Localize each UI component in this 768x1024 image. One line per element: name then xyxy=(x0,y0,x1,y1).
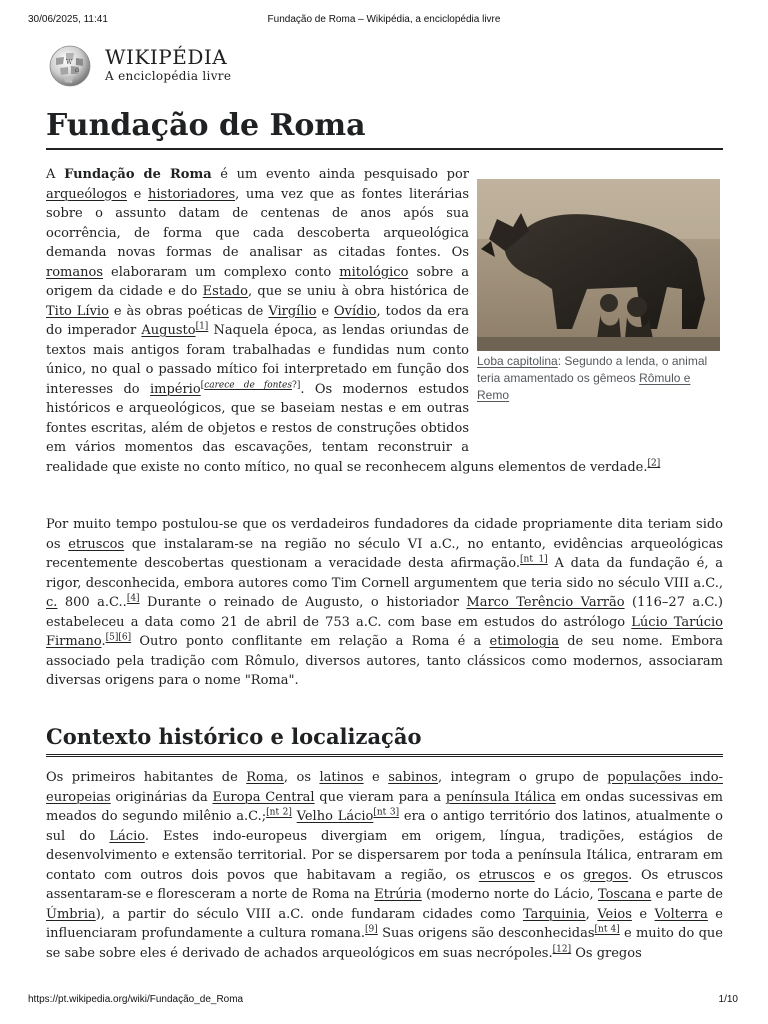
link-europa-central[interactable]: Europa Central xyxy=(212,789,315,805)
text: ), a partir do século VIII a.C. onde fundaram cidades como xyxy=(95,906,523,922)
link-imperio[interactable]: império xyxy=(149,381,201,397)
figure-loba-capitolina xyxy=(477,179,720,404)
link-tarquinia[interactable]: Tarquinia xyxy=(522,906,586,922)
bold-term: Fundação de Roma xyxy=(64,167,212,182)
link-historiadores[interactable]: historiadores xyxy=(148,186,236,202)
text: originárias da xyxy=(110,789,213,805)
link-toscana[interactable]: Toscana xyxy=(597,887,652,902)
site-wordmark[interactable] xyxy=(105,46,231,84)
text: e muito do que se sabe sobre eles é derivado de achados arqueológicos em suas necrópoles. xyxy=(46,926,723,961)
text: , uma vez que as fontes literárias sobre o assunto datam de centenas de anos após sua ocorrência, de forma que cada descoberta arqueológica demanda novas formas de analisar as citadas fontes. Os xyxy=(46,186,469,260)
link-lucio-tarucio[interactable]: Lúcio Tarúcio Firmano xyxy=(46,614,723,649)
caption-link-romulo-remo[interactable]: Rômulo e Remo xyxy=(477,371,691,402)
text: elaboraram um complexo conto xyxy=(103,264,340,280)
print-title: Fundação de Roma – Wikipédia, a enciclopédia livre xyxy=(267,14,501,25)
text: . xyxy=(101,634,106,649)
text: , integram o grupo de xyxy=(437,770,608,785)
print-url: https://pt.wikipedia.org/wiki/Fundação_de_Roma xyxy=(28,994,244,1005)
link-estado[interactable]: Estado xyxy=(202,284,248,299)
note-1[interactable]: [nt 1] xyxy=(520,554,548,565)
link-veios[interactable]: Veios xyxy=(597,906,632,922)
svg-text:W: W xyxy=(66,59,73,66)
link-arqueologos[interactable]: arqueólogos xyxy=(46,186,127,202)
reference-12[interactable]: [12] xyxy=(552,944,572,955)
text: Naquela época, as lendas oriundas de textos mais antigos foram trabalhadas e fundidas num conto único, no qual o passado mítico foi interpretado em função dos interesses do xyxy=(46,323,469,397)
link-latinos[interactable]: latinos xyxy=(319,770,364,785)
wikipedia-globe-icon[interactable] xyxy=(46,44,96,88)
bracket: [ xyxy=(200,380,205,391)
link-tito-livio[interactable]: Tito Lívio xyxy=(46,303,109,319)
text: e os xyxy=(534,867,584,883)
text: e influenciaram profundamente a cultura romana. xyxy=(46,906,724,941)
reference-4[interactable]: [4] xyxy=(126,593,140,604)
text: . Os etruscos assentaram-se e floresceram a norte de Roma na xyxy=(46,867,723,902)
link-sabinos[interactable]: sabinos xyxy=(388,770,438,785)
link-romanos[interactable]: romanos xyxy=(46,264,103,280)
capitoline-wolf-photo[interactable] xyxy=(477,179,720,351)
text: sobre a origem da cidade e do xyxy=(46,264,469,299)
text: em ondas sucessivas em meados do segundo milênio a.C.; xyxy=(46,789,723,824)
text: , todos da era do imperador xyxy=(46,303,469,338)
link-populacoes[interactable]: populações indo-europeias xyxy=(46,770,723,805)
figure-caption xyxy=(477,353,720,404)
print-header xyxy=(0,14,768,28)
reference-9[interactable]: [9] xyxy=(365,924,378,935)
link-roma[interactable]: Roma xyxy=(246,770,284,785)
site-tagline: A enciclopédia livre xyxy=(105,69,232,83)
text: , xyxy=(585,906,598,922)
text: , que se uniu à obra histórica de xyxy=(247,284,469,299)
link-etruscos[interactable]: etruscos xyxy=(68,536,125,552)
link-mitologico[interactable]: mitológico xyxy=(339,264,409,280)
link-etimologia[interactable]: etimologia xyxy=(489,634,559,649)
text: Os primeiros habitantes de xyxy=(46,770,247,785)
reference-5[interactable]: [5] xyxy=(105,632,119,643)
text: e xyxy=(126,186,149,202)
text: , os xyxy=(283,770,320,785)
link-lacio[interactable]: Lácio xyxy=(109,828,145,844)
link-peninsula-italica[interactable]: península Itálica xyxy=(445,789,556,805)
text: Outro ponto conflitante em relação a Roma é a xyxy=(131,634,490,649)
link-ovidio[interactable]: Ovídio xyxy=(334,303,377,319)
note-2[interactable]: [nt 2] xyxy=(266,807,292,818)
print-footer xyxy=(0,994,768,1008)
svg-text:Ω: Ω xyxy=(75,68,80,74)
paragraph-3 xyxy=(46,768,723,963)
link-etruria[interactable]: Etrúria xyxy=(374,887,422,902)
caption-link-loba[interactable]: Loba capitolina xyxy=(477,354,558,368)
reference-1[interactable]: [1] xyxy=(195,321,209,332)
page-title: Fundação de Roma xyxy=(46,106,723,150)
text: . Os modernos estudos históricos e arqueológicos, que se baseiam nestas e em outras fontes escritas, além de objetos e restos de construções obtidos em vários momentos das escavações, tentam reconstruir a realidade que existe no conto mítico, no qual se reconhecem alguns elementos de verdade. xyxy=(46,381,648,475)
link-volterra[interactable]: Volterra xyxy=(654,906,708,922)
text: Por muito tempo postulou-se que os verdadeiros fundadores da cidade propriamente dita teriam sido os xyxy=(46,517,723,552)
link-etruscos-2[interactable]: etruscos xyxy=(478,867,535,883)
site-name: WIKIPÉDIA xyxy=(105,45,228,69)
caption-text: : Segundo a lenda, o animal teria amamentado os gêmeos xyxy=(477,354,708,385)
text: de seu nome. Embora associado pela tradição com Rômulo, diversos autores, tanto clássicos como modernos, associaram diversas origens para o nome "Roma". xyxy=(46,634,723,688)
text: A data da fundação é, a rigor, desconhecida, embora autores como Tim Cornell argumentem que teria sido no século VIII a.C., xyxy=(46,556,723,591)
text: e parte de xyxy=(651,887,723,902)
text: (moderno norte do Lácio, xyxy=(421,887,598,902)
print-date: 30/06/2025, 11:41 xyxy=(28,14,108,25)
print-page-number: 1/10 xyxy=(718,994,738,1005)
link-circa[interactable]: c. xyxy=(46,595,58,610)
text: A xyxy=(46,167,65,182)
link-virgilio[interactable]: Virgílio xyxy=(268,303,317,319)
citation-needed[interactable] xyxy=(201,380,301,390)
note-4[interactable]: [nt 4] xyxy=(594,924,620,935)
text: que instalaram-se na região no século VI a.C., no entanto, evidências arqueológicas recentemente descobertas questionam a veracidade desta afirmação. xyxy=(46,536,724,571)
link-umbria[interactable]: Úmbria xyxy=(46,906,96,922)
reference-6[interactable]: [6] xyxy=(118,632,132,643)
text: Durante o reinado de Augusto, o historiador xyxy=(139,595,467,610)
reference-2[interactable]: [2] xyxy=(647,458,661,469)
text: era o antigo território dos latinos, atualmente o sul do xyxy=(46,809,723,844)
text: e às obras poéticas de xyxy=(108,303,269,319)
section-heading-contexto: Contexto histórico e localização xyxy=(46,722,723,757)
bracket: ?] xyxy=(292,380,301,391)
text: . Estes indo-europeus divergiam em origem, língua, tradições, estágios de desenvolvimento e extensão territorial. Por se dispersarem por toda a península Itálica, entraram em contato com outros dois povos que habitavam a região, os xyxy=(46,828,723,883)
text: (116–27 a.C.) estabeleceu a data como 21 de abril de 753 a.C. com base em estudos do astrólogo xyxy=(46,595,724,630)
text: Suas origens são desconhecidas xyxy=(377,926,595,941)
text: é um evento ainda pesquisado por xyxy=(211,167,469,182)
link-augusto[interactable]: Augusto xyxy=(141,323,196,338)
text: Os gregos xyxy=(571,945,642,961)
text: e xyxy=(316,303,335,319)
text: e xyxy=(631,906,655,922)
link-varrao[interactable]: Marco Terêncio Varrão xyxy=(466,595,625,610)
citation-needed-link[interactable]: carece de fontes xyxy=(204,380,292,391)
text: e xyxy=(363,770,389,785)
note-3[interactable]: [nt 3] xyxy=(373,807,400,818)
link-velho-lacio[interactable]: Velho Lácio xyxy=(296,809,374,824)
text: que vieram para a xyxy=(314,789,446,805)
link-gregos[interactable]: gregos xyxy=(583,867,629,883)
paragraph-2 xyxy=(46,515,723,691)
text: 800 a.C.. xyxy=(57,595,127,610)
